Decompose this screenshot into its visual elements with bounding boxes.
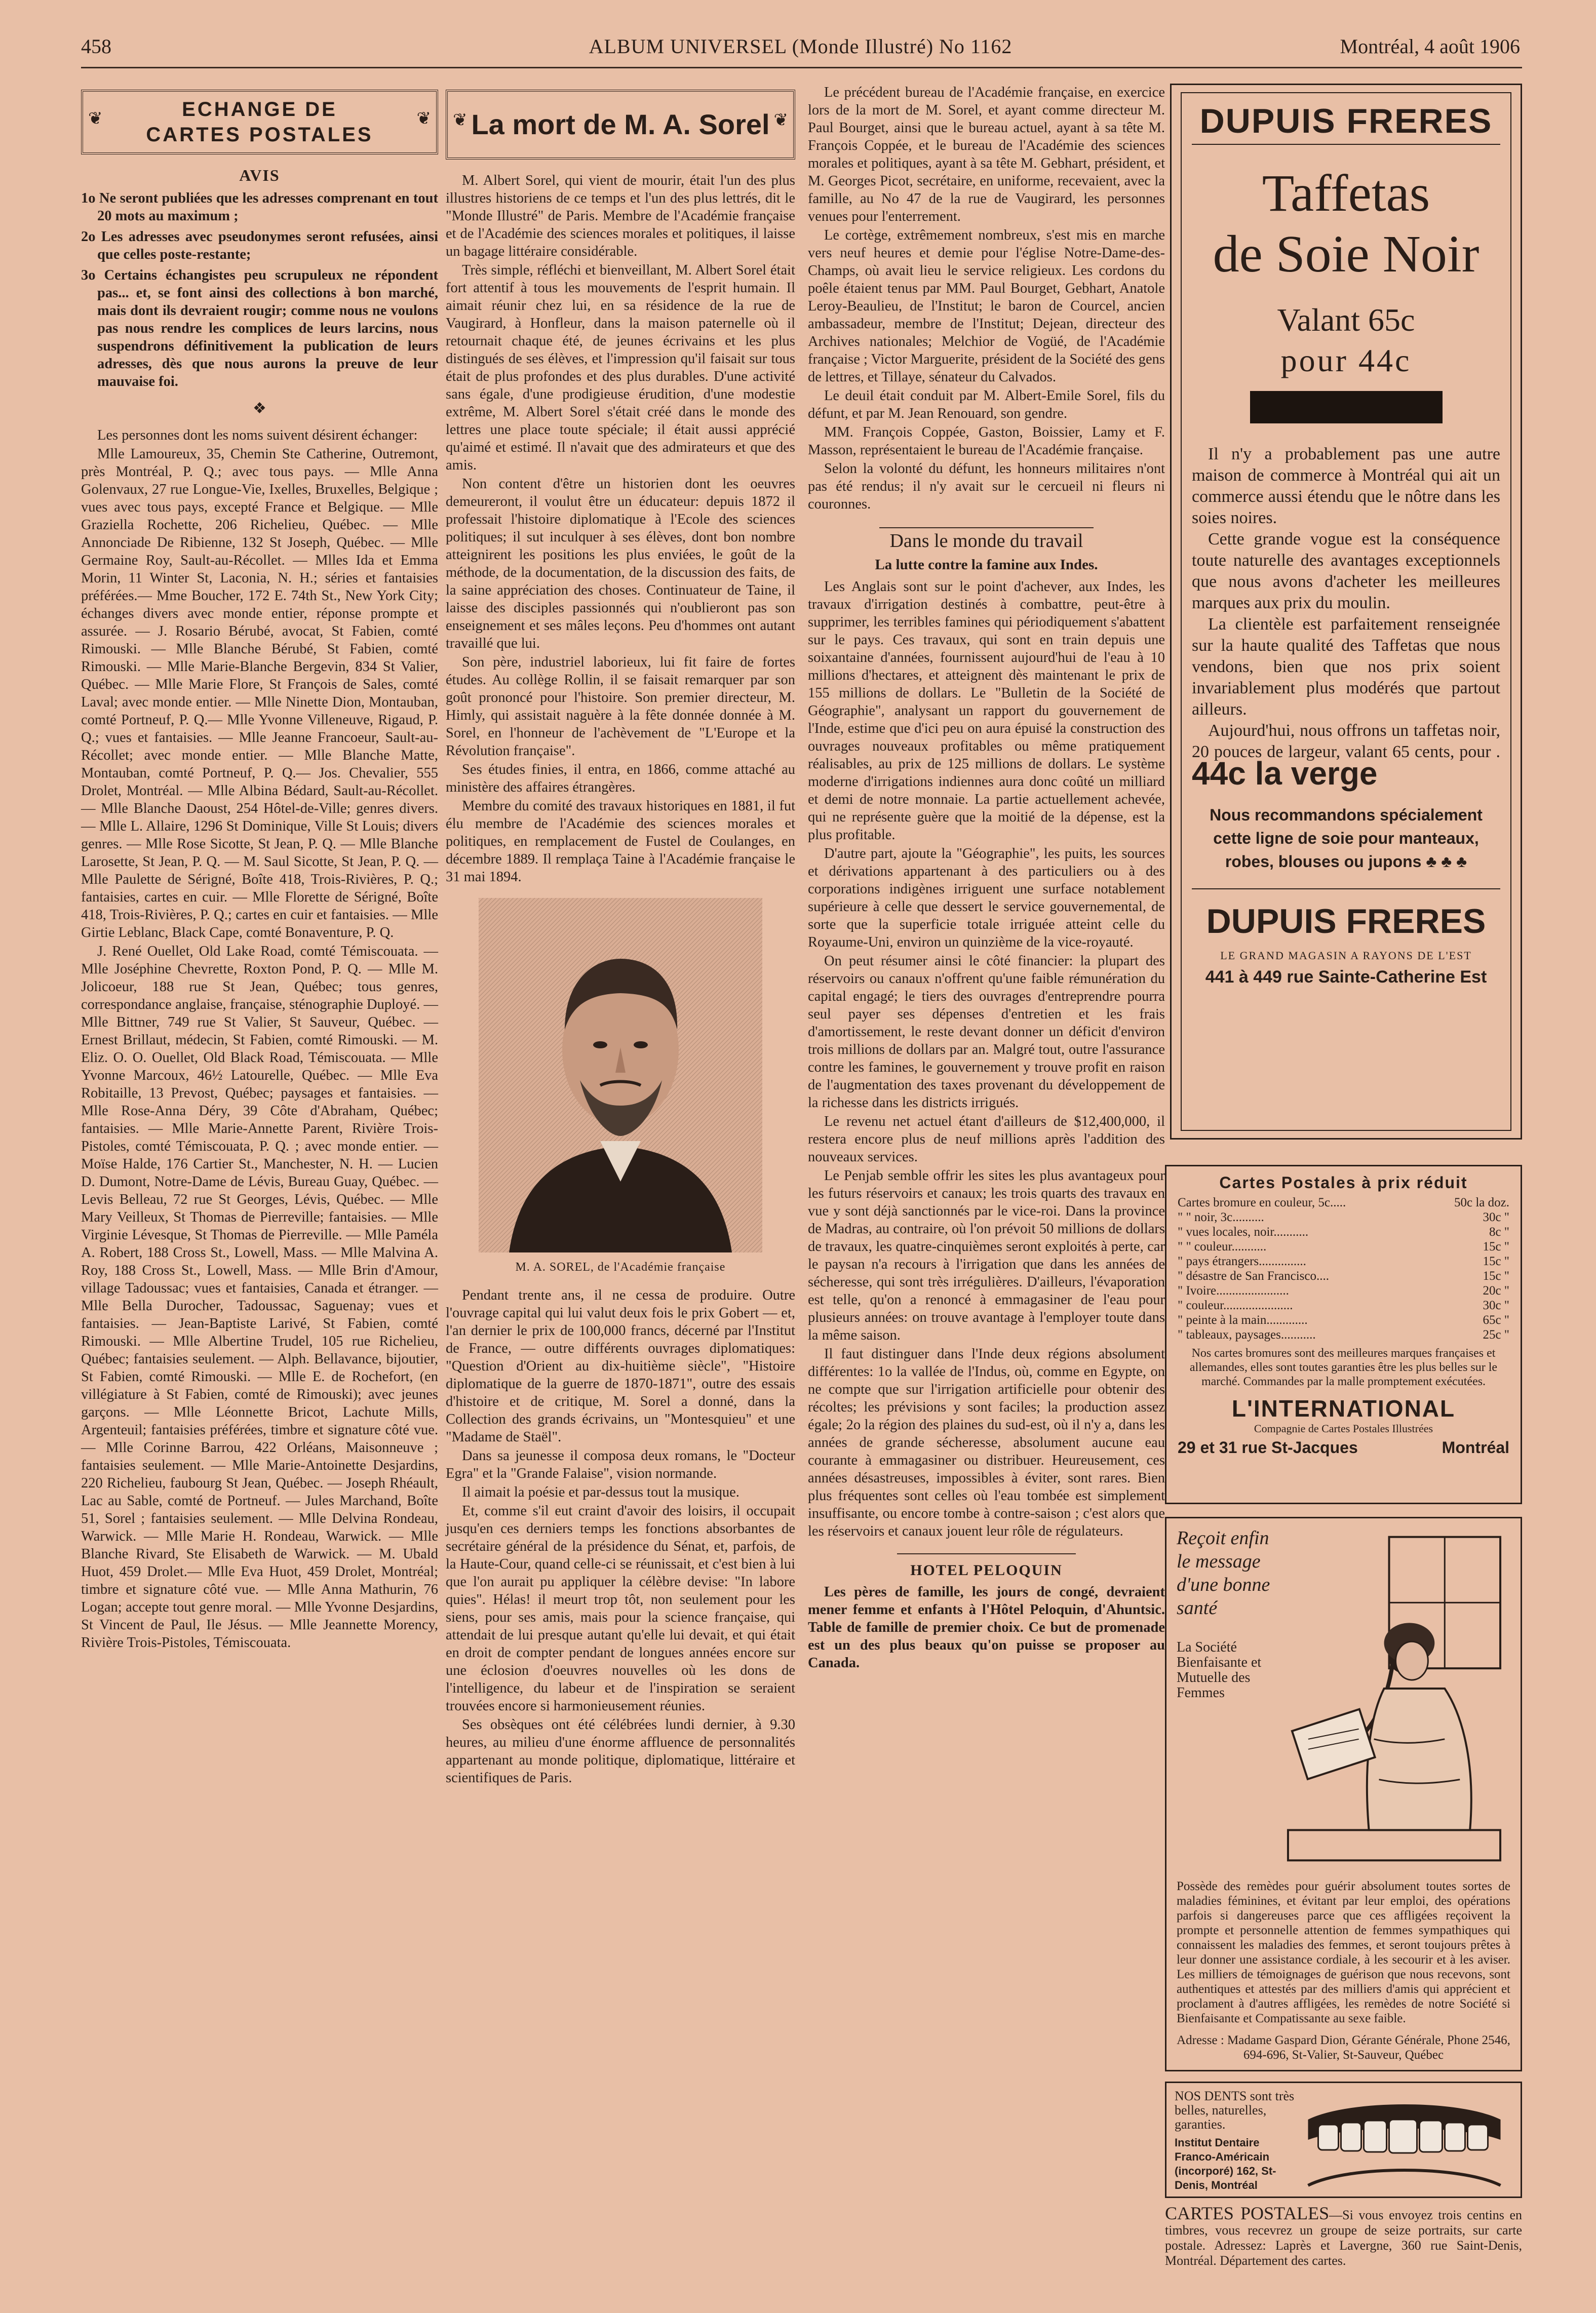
taffetas-heading: Taffetas — [1262, 164, 1430, 222]
price-row — [1178, 1313, 1509, 1327]
cartes-postales-ad — [1165, 1165, 1522, 1504]
price-row — [1178, 1210, 1509, 1225]
sorel-header-box — [446, 90, 795, 160]
address-list-2: J. René Ouellet, Old Lake Road, comté Témiscouata. — Mlle Joséphine Chevrette, Roxton Pond, P. Q. — Mlle M. Jolicoeur, 188 rue St Jean, Québec; tous genres, correspondance anglaise, française, sténographie Duployé. — Mlle Bittner, 749 rue St Valier, St Sauveur, Québec. — Ernest Brillaut, médecin, St Fabien, comté Rimouski. — M. Eliz. O. O. Ouellet, Old Black Road, Témiscouata. — Mlle Yvonne Marcoux, 46½ Latourelle, Québec. — Mlle Eva Robitaille, 13 Prevost, Québec; paysages et fantaisies. — Mlle Rose-Anna Déry, 39 Côte d'Abraham, Québec; fantaisies. — Mlle Marie-Annette Parent, Rivière Trois-Pistoles, comté Témiscouata, P. Q. ; avec monde entier. — Moïse Halde, 176 Cartier St., Manchester, N. H. — Lucien D. Dumont, Notre-Dame de Lévis, Bureau Guay, Québec. — Levis Belleau, 72 rue St Georges, Lévis, Québec. — Mlle Mary Veilleux, St Thomas de Pierreville; fantaisies. — Mlle Virginie Lévesque, St Thomas de Pierreville. — Mlle Paméla A. Robert, 188 Cross St., Lowell, Mass. — Mlle Malvina A. Roy, 188 Cross St., Lowell, Mass. — Mlle Brin d'Amour, village Tadoussac; vues et fantaisies, Canada et étranger. — Mlle Bella Durocher, Tadoussac, Saguenay; vues et fantaisies. — Jean-Baptiste Larivé, St Fabien, comté Rimouski. — Mlle Albertine Trudel, 105 rue Richelieu, Québec; fantaisies seulement. — Alph. Bellavance, bijoutier, St Fabien, comté Rimouski. — Mlle E. de Rochefort, (en villégiature à St Fabien, comté de Rimouski); avec jeunes garçons. — Mlle Léonnette Bricot, Lachute Mills, Argenteuil; fantaisies préférées, timbre et signature côté vue. — Mlle Corinne Barrou, 422 Orléans, Maisonneuve ; fantaisies seulement. — Mlle Marie-Antoinette Desjardins, 220 Richelieu, faubourg St Jean, Québec. — Joseph Rhéault, Lac au Sable, comté de Portneuf. — Jules Marchand, Boîte 51, Sorel ; fantaisies seulement. — Mlle Delvina Rondeau, Warwick. — Mlle Marie H. Rondeau, Warwick. — Mlle Blanche Rivard, Ste Elisabeth de Warwick. — M. Ubald Huot, 459 Drolet.— Mlle Eva Huot, 459 Drolet, Montréal; timbre et signature côté vue. — Mlle Anna Mathurin, 76 Logan; accepte tout genre moral. — Mlle Yvonne Desjardins, St Vincent de Paul, Ile Jésus. — Mlle Jeannette Morency, Rivière Trois-Pistoles, Témiscouata. — [81, 944, 438, 1651]
column-sorel-article — [446, 84, 795, 1788]
price-row — [1178, 1298, 1509, 1313]
teeth-icon — [1296, 2089, 1512, 2190]
dupuis-address: 441 à 449 rue Sainte-Catherine Est — [1205, 967, 1487, 987]
running-header — [81, 34, 1520, 65]
price-row — [1178, 1239, 1509, 1254]
famine-paragraph: Les Anglais sont sur le point d'achever, aux Indes, les travaux d'irrigation destinés à combattre, peut-être à supprimer, les terribles famines qui périodiquement s'abattent sur le pays. Ces travaux, qui sont en train depuis une soixantaine d'années, fournissent aujourd'hui de l'eau à 10 millions d'hectares, et atteignent dès maintenant le prix de 155 millions de dollars. Le "Bulletin de la Société de Géographie", analysant un rapport du gouvernement de l'Inde, estime que d'ici peu on aura épuisé la construction des ouvrages nouveaux profitables ou même pratiquement réalisables, au prix de 125 millions de dollars. Le système moderne d'irrigations indiennes aura donc coûté un milliard et demi de notre monnaie. La partie actuellement achevée, qui ne représente guère que la moitié de la dépense, est la plus profitable. — [808, 579, 1165, 843]
dupuis-text-4 — [1192, 720, 1500, 790]
sorel-continued-paragraph: Le précédent bureau de l'Académie française, en exercice lors de la mort de M. Sorel, et ayant comme directeur M. Paul Bourget, ainsi que le bureau actuel, ayant à sa tête M. François Coppée, et le bureau de l'Académie des sciences morales et politiques, ayant à sa tête M. Gebhart, président, et M. Georges Picot, secrétaire, en uniforme, recevaient, avec la famille, au No 47 de la rue de Vaugirard, les personnes venues pour l'enterrement. — [808, 85, 1165, 224]
column-postcard-exchange — [81, 84, 438, 1653]
cp-text: —Si vous envoyez trois centins en timbres, vous recevrez un groupe de seize portraits, sur carte postale. Adressez: Laprès et Lavergne, 360 rue Saint-Denis, Montréal. Département des cartes. — [1165, 2208, 1522, 2268]
price-value: 8c " — [1489, 1225, 1509, 1239]
price-value: 15c " — [1483, 1254, 1509, 1268]
price-value: 25c " — [1483, 1328, 1509, 1342]
international-address: 29 et 31 rue St-Jacques — [1178, 1438, 1358, 1457]
ornament-icon: ❖ — [253, 400, 266, 417]
international-brand: L'INTERNATIONAL — [1231, 1395, 1456, 1422]
black-bar — [1250, 391, 1443, 423]
sorel-paragraph: Non content d'être un historien dont les oeuvres demeureront, il voulut être un éducateur: depuis 1872 il professait l'histoire diplomatique à l'Ecole des sciences politiques; il sut inculquer à ses élèves, dont bon nombre atteignirent les positions les plus enviées, le goût de la méthode, de la documentation, de la discussion des faits, de la saine appréciation des choses. Continuateur de Taine, il laisse des disciples passionnés qui n'oublieront pas son enseignement et ses mâles leçons. Peu d'hommes ont autant travaillé que lui. — [446, 476, 795, 651]
price-row — [1178, 1283, 1509, 1298]
dents-ad — [1165, 2082, 1522, 2198]
dupuis-brand: DUPUIS FRERES — [1192, 98, 1500, 145]
societe-ad — [1165, 1517, 1522, 2071]
rules-list — [81, 189, 438, 390]
column-3 — [808, 84, 1165, 1673]
sorel-paragraph: Ses études finies, il entra, en 1866, comme attaché au ministère des affaires étrangères. — [446, 762, 795, 795]
international-address-line — [1178, 1438, 1509, 1457]
header-line-1: ❦ ECHANGE DE — [182, 98, 337, 121]
famine-paragraph: Le revenu net actuel étant d'ailleurs de $12,400,000, il restera encore plus de neuf millions après l'addition des nouveaux services. — [808, 1114, 1165, 1165]
sorel-continued-paragraph: MM. François Coppée, Gaston, Boissier, Lamy et F. Masson, représentaient le bureau de l'Académie française. — [808, 424, 1165, 458]
societe-name: La Société Bienfaisante et Mutuelle des Femmes — [1177, 1639, 1262, 1701]
sorel-paragraph: Très simple, réfléchi et bienveillant, M. Albert Sorel était fort attentif à tous les mouvements de l'esprit humain. Il aimait réunir chez lui, en sa résidence de la rue de Vaugirard, à Honfleur, dans la maison paternelle où il retournait chaque été, de jeunes écrivains et les plus distingués de ses élèves, et l'impression qu'il faisait sur tous était de plus profondes et des plus durables. D'une activité sans égale, d'une prodigieuse érudition, d'une modestie extrême, M. Albert Sorel s'était créé dans le monde des lettres une place toute spéciale; il était aussi apprécié qu'aimé et estimé. Il n'avait que des admirateurs et que des amis. — [446, 262, 795, 473]
woman-reading-illustration — [1278, 1526, 1510, 1876]
hotel-paragraph: Les pères de famille, les jours de congé, devraient mener femme et enfants à l'Hôtel Peloquin, d'Ahuntsic. Table de famille de premier choix. Ce but de promenade est un des plus beaux qu'on puisse se proposer au Canada. — [808, 1584, 1165, 1671]
dents-text-block — [1175, 2089, 1296, 2190]
price-list — [1178, 1195, 1509, 1342]
price-value: 30c " — [1483, 1299, 1509, 1312]
price-item: " peinte à la main............. — [1178, 1313, 1308, 1327]
address-list-1: Mlle Lamoureux, 35, Chemin Ste Catherine, Outremont, près Montréal, P. Q.; avec tous pays. — Mlle Anna Golenvaux, 27 rue Longue-Vie, Ixelles, Bruxelles, Belgique ; vues avec tous pays, excepté France et Belgique. — Mlle Graziella Rochette, 206 Richelieu, Québec. — Mlle Annonciade De Ribienne, 132 St Joseph, Québec. — Mlle Germaine Roy, Sault-au-Récollet. — Mlles Ida et Emma Morin, 11 Winter St, Laconia, N. H.; séries et fantaisies préférées.— Mme Boucher, 172 E. 74th St., New York City; échanges divers avec monde entier, réponse prompte et assurée. — J. Rosario Bérubé, avocat, St Fabien, comté Rimouski. — Mlle Blanche Bérubé, St Fabien, comté Rimouski. — Mlle Marie-Blanche Bergevin, 834 St Valier, Québec. — Mlle Marie Flore, St François de Sales, comté Laval; avec monde entier. — Mlle Ninette Dion, Montauban, comté Portneuf, P. Q.— Mlle Yvonne Villeneuve, Rigaud, P. Q.; vues et fantaisies. — Mlle Jeanne Francoeur, Sault-au-Récollet; avec monde entier. — Mlle Blanche Matte, Montauban, comté Portneuf, P. Q.— Jos. Chevalier, 555 Drolet, Montréal. — Mlle Albina Bédard, Sault-au-Récollet. — Mlle Blanche Daoust, 254 Hôtel-de-Ville; genres divers. — Mlle L. Allaire, 1296 St Dominique, Ville St Louis; divers genres. — Mlle Rose Sicotte, St Jean, P. Q. — Mlle Blanche Larosette, St Jean, P. Q. — M. Saul Sicotte, St Jean, P. Q. — Mlle Paulette de Sérigné, Boîte 418, Trois-Rivières, P. Q.; fantaisies, cartes en cuir. — Mlle Florette de Sérigné, Boîte 418, Trois-Rivières, P. Q.; cartes en cuir et fantaisies. — Mlle Girtie Leblanc, Black Cape, comté Bonaventure, P. Q. — [81, 446, 438, 940]
intro-paragraph: Les personnes dont les noms suivent désirent échanger: — [97, 427, 418, 443]
dupuis-text-2: Cette grande vogue est la conséquence toute naturelle des avantages exceptionnels que nous avons d'acheter les meilleures marques aux prix du moulin. — [1192, 530, 1500, 612]
soie-noir-heading: de Soie Noir — [1213, 225, 1480, 283]
price-row — [1178, 1225, 1509, 1239]
dupuis-freres-ad — [1170, 84, 1522, 1140]
international-city: Montréal — [1442, 1438, 1509, 1457]
famine-paragraph: On peut résumer ainsi le côté financier: la plupart des réservoirs ou canaux n'offrent qu'une faible rémunération du capital engagé; le tiers des ouvrages d'entreprendre pourra seul payer ses dépenses d'entretien et les frais d'amortissement, le reste devant donner un déficit d'environ trois millions de dollars par an. Malgré tout, outre l'assurance contre les famines, le gouvernement y trouve profit en raison de l'augmentation des taxes provenant du développement de la richesse dans les districts irrigués. — [808, 953, 1165, 1111]
sorel-paragraph: Il aimait la poésie et par-dessus tout la musique. — [462, 1484, 739, 1500]
price-value: 15c " — [1483, 1240, 1509, 1253]
sorel-paragraph: Son père, industriel laborieux, lui fit faire de fortes études. Au collège Rollin, il se faisait remarquer par son goût prononcé pour l'histoire. Son premier directeur, M. Himly, qui assistait naguère à la fête donnée donnée à M. Sorel, en l'honneur de l'achèvement de "L'Europe et la Révolution française". — [446, 654, 795, 759]
sorel-paragraph: Ses obsèques ont été célébrées lundi dernier, à 9.30 heures, au milieu d'une énorme affluence de personnalités appartenant au monde politique, diplomatique, littéraire et scientifiques de Paris. — [446, 1717, 795, 1786]
subheading-famine: La lutte contre la famine aux Indes. — [875, 557, 1098, 573]
dupuis-offer: Aujourd'hui, nous offrons un taffetas noir, 20 pouces de largeur, valant 65 cents, pour . — [1192, 721, 1500, 761]
illustration-icon — [1278, 1526, 1510, 1876]
societe-left-text — [1177, 1526, 1278, 1876]
dupuis-text-1: Il n'y a probablement pas une autre maison de commerce à Montréal qui ait un commerce aussi étendu que le nôtre dans les soies noires. — [1192, 445, 1500, 527]
dupuis-price-highlight: 44c la verge — [1192, 755, 1378, 792]
societe-address: Adresse : Madame Gaspard Dion, Gérante Générale, Phone 2546, 694-696, St-Valier, St-Sauveur, Québec — [1177, 2033, 1510, 2062]
cartes-title: Cartes Postales à prix réduit — [1219, 1173, 1468, 1192]
price-item: " Ivoire....................... — [1178, 1284, 1289, 1298]
publication-title: ALBUM UNIVERSEL (Monde Illustré) No 1162 — [589, 35, 1013, 58]
recoit-text: Reçoit enfin le message d'une bonne santé — [1177, 1527, 1270, 1619]
price-item: " " noir, 3c.......... — [1178, 1210, 1264, 1224]
price-item: " couleur...................... — [1178, 1299, 1293, 1312]
portrait-caption: M. A. SOREL, de l'Académie française — [515, 1261, 726, 1274]
avis-heading: AVIS — [239, 166, 280, 184]
sorel-paragraph: M. Albert Sorel, qui vient de mourir, était l'un des plus illustres historiens de ce temps et l'un des plus lettrés, dit le "Monde Illustré" de Paris. Membre de l'Académie française et de l'Académie des sciences morales et politiques, il laisse un bagage littéraire considérable. — [446, 173, 795, 259]
societe-top — [1177, 1526, 1510, 1876]
header-line-2: CARTES POSTALES — [146, 124, 373, 146]
dupuis-text-3: La clientèle est parfaitement renseignée sur la haute qualité des Taffetas que nous vendons, bien que nos prix soient invariablement plus modérés que partout ailleurs. — [1192, 615, 1500, 719]
price-row — [1178, 1195, 1509, 1210]
price-item: " pays étrangers............... — [1178, 1254, 1306, 1268]
price-value: 50c la doz. — [1454, 1196, 1509, 1209]
rule-1: 1o Ne seront publiées que les adresses comprenant en tout 20 mots au maximum ; — [81, 190, 438, 224]
sorel-continued-paragraph: Le deuil était conduit par M. Albert-Emile Sorel, fils du défunt, et par M. Jean Renouard, son gendre. — [808, 388, 1165, 421]
sorel-continued-paragraph: Le cortège, extrêmement nombreux, s'est mis en marche vers neuf heures et demie pour l'église Notre-Dame-des-Champs, où avait lieu le service religieux. Les cordons du poêle étaient tenus par MM. Paul Bourget, Gebhart, Anatole Leroy-Beaulieu, de l'Institut; le baron de Courcel, ancien ambassadeur, membre de l'Institut; Dejean, directeur des Archives nationales; Melchior de Vogüé, de l'Académie française ; Victor Marguerite, président de la Société des gens de lettres, et Tillaye, sénateur du Calvados. — [808, 227, 1165, 385]
price-value: 65c " — [1483, 1313, 1509, 1327]
sorel-paragraph: Et, comme s'il eut craint d'avoir des loisirs, il occupait jusqu'en ces derniers temps les fonctions absorbantes de secrétaire général de la présidence du Sénat, et, parfois, de la Haute-Cour, quand celle-ci se réunissait, et c'est bien à lui que l'on aurait pu appliquer la célèbre devise: "In labore quies". Hélas! il meurt trop tôt, non seulement pour les siens, pour ses amis, mais pour la science française, qui attendait de lui presque autant qu'elle lui devait, et qui était en droit de compter pendant de longues années encore sur une éclosion d'oeuvres nouvelles où les dons de l'intelligence, du labeur et de l'inspiration se seraient trouvées encore si harmonieusement réunies. — [446, 1503, 795, 1714]
famine-paragraph: D'autre part, ajoute la "Géographie", les puits, les sources et dérivations appartenant à des particuliers ou à des corporations indigènes irriguent une surface notablement supérieure à celle que dessert le service gouvernemental, de sorte que la superficie totale irriguée atteint celle du Royaume-Uni, environ un quinzième de la vice-royauté. — [808, 846, 1165, 950]
dupuis-recommendation: Nous recommandons spécialement cette ligne de soie pour manteaux, robes, blouses ou jupons ♣ ♣ ♣ — [1210, 806, 1483, 871]
price-value: 20c " — [1483, 1284, 1509, 1298]
rule-2: 2o Les adresses avec pseudonymes seront refusées, ainsi que celles poste-restante; — [81, 229, 438, 262]
sorel-paragraph: Dans sa jeunesse il composa deux romans, le "Docteur Egra" et la "Grande Falaise", vision normande. — [446, 1448, 795, 1481]
societe-body: Possède des remèdes pour guérir absolument toutes sortes de maladies féminines, et évitant par leur emploi, des opérations parfois si dangereuses parce que ces affligées reçoivent la prompte et personnelle attention de femmes sympathiques qui connaissent les maladies des femmes, et seront toujours prêtes à leur donner une assistance cordiale, à les secourir et à les aviser. Les milliers de témoignages de guérison que nous recevons, sont authentiques et attestés par des milliers d'amis qui apprécient et proclament à d'autres affligées, les remèdes de notre Société si Bienfaisante et Compatissante au sexe faible. — [1177, 1879, 1510, 2025]
price-row — [1178, 1327, 1509, 1342]
price-item: " vues locales, noir........... — [1178, 1225, 1309, 1239]
pour-price: pour 44c — [1280, 342, 1412, 378]
page-number: 458 — [81, 35, 111, 58]
sorel-portrait — [479, 898, 762, 1252]
price-value: 15c " — [1483, 1269, 1509, 1283]
portrait-illustration — [479, 898, 762, 1252]
price-item: " " couleur........... — [1178, 1240, 1267, 1253]
dents-text: NOS DENTS sont très belles, naturelles, garanties. — [1175, 2089, 1295, 2132]
rule-3: 3o Certains échangistes peu scrupuleux ne répondent pas... et, se font ainsi des collections à bon marché, mais dont ils devraient rougir; comme nous ne voulons pas nous rendre les complices de leurs larcins, nous suspendrons définitivement la publication de leurs adresses, dès que nous aurons la preuve de leur mauvaise foi. — [81, 267, 438, 389]
famine-paragraph: Le Penjab semble offrir les sites les plus avantageux pour les futurs réservoirs et canaux; les trois quarts des travaux en vue y sont déjà sanctionnés par le vice-roi. Dans la province de Madras, au contraire, où l'on prévoit 50 millions de dollars de travaux, les quatre-cinquièmes seront exploités à perte, car le paysan n'a recours à l'irrigation que dans les années de sécheresse, qui sont très irrégulières. D'ailleurs, l'évaporation est telle, qu'on a renoncé à emmagasiner de l'eau pour plusieurs années: on trouve avantage à l'employer toute dans la même saison. — [808, 1168, 1165, 1343]
price-value: 30c " — [1483, 1210, 1509, 1224]
dupuis-ad-text — [1192, 444, 1500, 790]
cartes-note: Nos cartes bromures sont des meilleures marques françaises et allemandes, elles sont toutes garanties être les plus belles sur le marché. Commandes par la malle promptement exécutées. — [1189, 1347, 1498, 1388]
price-item: Cartes bromure en couleur, 5c..... — [1178, 1196, 1346, 1209]
price-item: " tableaux, paysages........... — [1178, 1328, 1316, 1342]
price-row — [1178, 1269, 1509, 1283]
postcard-exchange-header-box — [81, 90, 438, 154]
dupuis-brand-bottom: DUPUIS FRERES — [1192, 888, 1500, 944]
cp-heading: CARTES POSTALES — [1165, 2203, 1330, 2223]
section-heading-travail: Dans le monde du travail — [879, 527, 1094, 550]
famine-paragraph: Il faut distinguer dans l'Inde deux régions absolument différentes: 1o la vallée de l'Indus, où, comme en Egypte, on ne compte que sur l'irrigation artificielle pour obtenir des récoltes; les prévisions y sont faciles; la production assez égale; 2o la région des plaines du sud-est, où il n'y a, dans les années de grande sécheresse, absolument aucune eau courante à emmagasiner ou distribuer. Heureusement, ces années désastreuses, impossibles à éviter, sont rares. Bien plus fréquentes sont celles où l'eau tombée est simplement insuffisante, ou encore tombe à contre-saison ; c'est alors que les réservoirs et canaux jouent leur rôle de régulateurs. — [808, 1346, 1165, 1539]
teeth-illustration — [1296, 2089, 1512, 2190]
international-company: Compagnie de Cartes Postales Illustrées — [1254, 1422, 1433, 1435]
cartes-postales-notice — [1165, 2203, 1522, 2268]
dupuis-inner-frame — [1181, 92, 1511, 1131]
sorel-continued-paragraph: Selon la volonté du défunt, les honneurs militaires n'ont pas été rendus; il n'y avait sur le cercueil ni fleurs ni couronnes. — [808, 461, 1165, 512]
header-rule — [81, 67, 1522, 68]
issue-date: Montréal, 4 août 1906 — [1340, 35, 1520, 58]
sorel-paragraph: Pendant trente ans, il ne cessa de produire. Outre l'ouvrage capital qui lui valut deux fois le prix Gobert — et, l'an dernier le prix de 100,000 francs, décerné par l'Institut de France, — outre différents ouvrages diplomatiques: "Question d'Orient au dix-huitième siècle", "Histoire diplomatique de la guerre de 1870-1871", outre des essais d'histoire et de critique, M. Sorel a donné, dans la Collection des grands écrivains, un "Montesquieu" et une "Madame de Staël". — [446, 1287, 795, 1445]
dupuis-magasin: LE GRAND MAGASIN A RAYONS DE L'EST — [1220, 949, 1472, 962]
hotel-heading: HOTEL PELOQUIN — [897, 1553, 1076, 1579]
dents-institute: Institut Dentaire Franco-Américain (incorporé) 162, St-Denis, Montréal — [1175, 2136, 1276, 2191]
valant-price: Valant 65c — [1277, 302, 1415, 338]
price-item: " désastre de San Francisco.... — [1178, 1269, 1330, 1283]
article-title: ❦ La mort de M. A. Sorel — [471, 108, 770, 140]
price-row — [1178, 1254, 1509, 1269]
sorel-paragraph: Membre du comité des travaux historiques en 1881, il fut élu membre de l'Académie des sciences morales et politiques, en remplacement de Fustel de Coulanges, en décembre 1889. Il remplaça Taine à l'Académie française le 31 mai 1894. — [446, 798, 795, 885]
